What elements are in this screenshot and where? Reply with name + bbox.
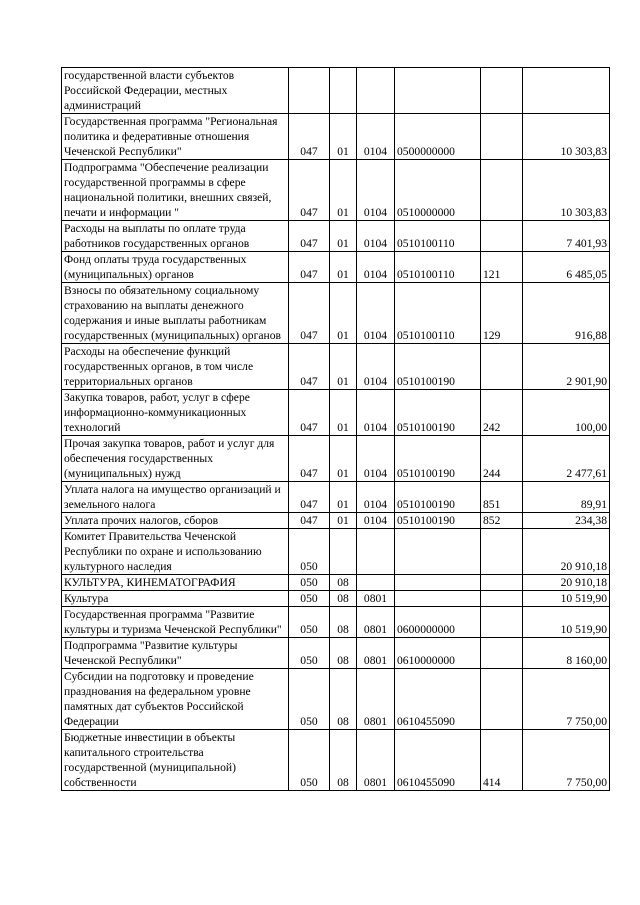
item-name-cell: Государственная программа "Региональная политика и федеративные отношения Чеченской Республики" [62, 114, 289, 160]
item-name-cell: Подпрограмма "Развитие культуры Чеченской Республики" [62, 638, 289, 669]
item-name-cell: Субсидии на подготовку и проведение празднования на федеральном уровне памятных дат субъектов Российской Федерации [62, 669, 289, 730]
target-article-cell [395, 575, 481, 591]
target-article-cell: 0610455090 [395, 730, 481, 791]
table-row [62, 669, 610, 730]
department-code-cell: 047 [289, 513, 330, 529]
subsection-code-cell: 0104 [357, 283, 395, 344]
item-name-cell: КУЛЬТУРА, КИНЕМАТОГРАФИЯ [62, 575, 289, 591]
table-row [62, 591, 610, 607]
item-name-cell: Закупка товаров, работ, услуг в сфере информационно-коммуникационных технологий [62, 390, 289, 436]
item-name-cell: Бюджетные инвестиции в объекты капитального строительства государственной (муниципальной) собственности [62, 730, 289, 791]
subsection-code-cell: 0104 [357, 482, 395, 513]
table-row [62, 638, 610, 669]
target-article-cell: 0500000000 [395, 114, 481, 160]
budget-table [61, 67, 610, 791]
amount-cell: 2 477,61 [523, 436, 610, 482]
amount-cell: 100,00 [523, 390, 610, 436]
department-code-cell: 047 [289, 482, 330, 513]
section-code-cell [330, 529, 357, 575]
expense-type-cell [481, 669, 523, 730]
department-code-cell: 047 [289, 283, 330, 344]
section-code-cell: 01 [330, 482, 357, 513]
table-row [62, 283, 610, 344]
table-row [62, 252, 610, 283]
subsection-code-cell: 0801 [357, 669, 395, 730]
subsection-code-cell: 0801 [357, 591, 395, 607]
expense-type-cell [481, 344, 523, 390]
section-code-cell: 01 [330, 436, 357, 482]
table-row [62, 575, 610, 591]
item-name-cell: Уплата прочих налогов, сборов [62, 513, 289, 529]
department-code-cell [289, 68, 330, 114]
subsection-code-cell [357, 68, 395, 114]
item-name-cell: Расходы на выплаты по оплате труда работников государственных органов [62, 221, 289, 252]
department-code-cell: 047 [289, 160, 330, 221]
table-row [62, 730, 610, 791]
department-code-cell: 050 [289, 730, 330, 791]
department-code-cell: 050 [289, 638, 330, 669]
subsection-code-cell: 0104 [357, 160, 395, 221]
expense-type-cell [481, 607, 523, 638]
subsection-code-cell: 0801 [357, 638, 395, 669]
target-article-cell [395, 68, 481, 114]
section-code-cell: 01 [330, 252, 357, 283]
subsection-code-cell [357, 575, 395, 591]
section-code-cell: 01 [330, 221, 357, 252]
section-code-cell: 01 [330, 160, 357, 221]
item-name-cell: Комитет Правительства Чеченской Республики по охране и использованию культурного наследия [62, 529, 289, 575]
expense-type-cell: 242 [481, 390, 523, 436]
target-article-cell: 0600000000 [395, 607, 481, 638]
section-code-cell: 08 [330, 730, 357, 791]
department-code-cell: 050 [289, 591, 330, 607]
target-article-cell: 0510100190 [395, 390, 481, 436]
expense-type-cell: 121 [481, 252, 523, 283]
amount-cell: 10 303,83 [523, 114, 610, 160]
expense-type-cell [481, 575, 523, 591]
subsection-code-cell: 0801 [357, 730, 395, 791]
table-row [62, 482, 610, 513]
target-article-cell: 0510100190 [395, 344, 481, 390]
table-row [62, 344, 610, 390]
subsection-code-cell: 0104 [357, 221, 395, 252]
department-code-cell: 047 [289, 252, 330, 283]
item-name-cell: Расходы на обеспечение функций государственных органов, в том числе территориальных органов [62, 344, 289, 390]
section-code-cell: 01 [330, 114, 357, 160]
amount-cell: 234,38 [523, 513, 610, 529]
item-name-cell: Культура [62, 591, 289, 607]
expense-type-cell [481, 160, 523, 221]
department-code-cell: 047 [289, 221, 330, 252]
amount-cell: 20 910,18 [523, 575, 610, 591]
department-code-cell: 047 [289, 114, 330, 160]
subsection-code-cell: 0104 [357, 114, 395, 160]
target-article-cell: 0610455090 [395, 669, 481, 730]
expense-type-cell: 414 [481, 730, 523, 791]
target-article-cell: 0510000000 [395, 160, 481, 221]
amount-cell: 10 519,90 [523, 607, 610, 638]
amount-cell [523, 68, 610, 114]
table-row [62, 390, 610, 436]
section-code-cell: 08 [330, 607, 357, 638]
table-row [62, 114, 610, 160]
section-code-cell: 01 [330, 344, 357, 390]
table-row [62, 529, 610, 575]
section-code-cell: 08 [330, 591, 357, 607]
item-name-cell: государственной власти субъектов Российской Федерации, местных администраций [62, 68, 289, 114]
expense-type-cell: 129 [481, 283, 523, 344]
target-article-cell: 0510100110 [395, 252, 481, 283]
department-code-cell: 047 [289, 390, 330, 436]
table-row [62, 607, 610, 638]
target-article-cell: 0510100110 [395, 283, 481, 344]
department-code-cell: 050 [289, 669, 330, 730]
section-code-cell: 01 [330, 390, 357, 436]
table-row [62, 221, 610, 252]
amount-cell: 10 303,83 [523, 160, 610, 221]
amount-cell: 7 750,00 [523, 730, 610, 791]
item-name-cell: Фонд оплаты труда государственных (муниципальных) органов [62, 252, 289, 283]
target-article-cell: 0610000000 [395, 638, 481, 669]
table-row [62, 513, 610, 529]
section-code-cell: 08 [330, 669, 357, 730]
expense-type-cell [481, 221, 523, 252]
section-code-cell: 01 [330, 283, 357, 344]
table-row [62, 68, 610, 114]
amount-cell: 7 750,00 [523, 669, 610, 730]
amount-cell: 6 485,05 [523, 252, 610, 283]
item-name-cell: Государственная программа "Развитие культуры и туризма Чеченской Республики" [62, 607, 289, 638]
department-code-cell: 047 [289, 344, 330, 390]
section-code-cell [330, 68, 357, 114]
target-article-cell: 0510100190 [395, 482, 481, 513]
amount-cell: 20 910,18 [523, 529, 610, 575]
target-article-cell [395, 591, 481, 607]
expense-type-cell: 244 [481, 436, 523, 482]
target-article-cell: 0510100190 [395, 513, 481, 529]
department-code-cell: 047 [289, 436, 330, 482]
expense-type-cell [481, 529, 523, 575]
table-row [62, 436, 610, 482]
expense-type-cell: 852 [481, 513, 523, 529]
item-name-cell: Прочая закупка товаров, работ и услуг для обеспечения государственных (муниципальных) нужд [62, 436, 289, 482]
subsection-code-cell: 0104 [357, 513, 395, 529]
amount-cell: 916,88 [523, 283, 610, 344]
expense-type-cell: 851 [481, 482, 523, 513]
subsection-code-cell [357, 529, 395, 575]
expense-type-cell [481, 68, 523, 114]
section-code-cell: 08 [330, 575, 357, 591]
department-code-cell: 050 [289, 575, 330, 591]
table-row [62, 160, 610, 221]
target-article-cell [395, 529, 481, 575]
amount-cell: 10 519,90 [523, 591, 610, 607]
amount-cell: 2 901,90 [523, 344, 610, 390]
department-code-cell: 050 [289, 529, 330, 575]
subsection-code-cell: 0104 [357, 390, 395, 436]
amount-cell: 8 160,00 [523, 638, 610, 669]
department-code-cell: 050 [289, 607, 330, 638]
expense-type-cell [481, 114, 523, 160]
subsection-code-cell: 0104 [357, 252, 395, 283]
item-name-cell: Подпрограмма "Обеспечение реализации государственной программы в сфере национальной политики, внешних связей, печати и информации " [62, 160, 289, 221]
target-article-cell: 0510100110 [395, 221, 481, 252]
table-body [62, 68, 610, 791]
section-code-cell: 08 [330, 638, 357, 669]
item-name-cell: Взносы по обязательному социальному страхованию на выплаты денежного содержания и иные выплаты работникам государственных (муниципальных) органов [62, 283, 289, 344]
item-name-cell: Уплата налога на имущество организаций и земельного налога [62, 482, 289, 513]
target-article-cell: 0510100190 [395, 436, 481, 482]
section-code-cell: 01 [330, 513, 357, 529]
subsection-code-cell: 0801 [357, 607, 395, 638]
expense-type-cell [481, 591, 523, 607]
amount-cell: 89,91 [523, 482, 610, 513]
subsection-code-cell: 0104 [357, 436, 395, 482]
subsection-code-cell: 0104 [357, 344, 395, 390]
expense-type-cell [481, 638, 523, 669]
amount-cell: 7 401,93 [523, 221, 610, 252]
